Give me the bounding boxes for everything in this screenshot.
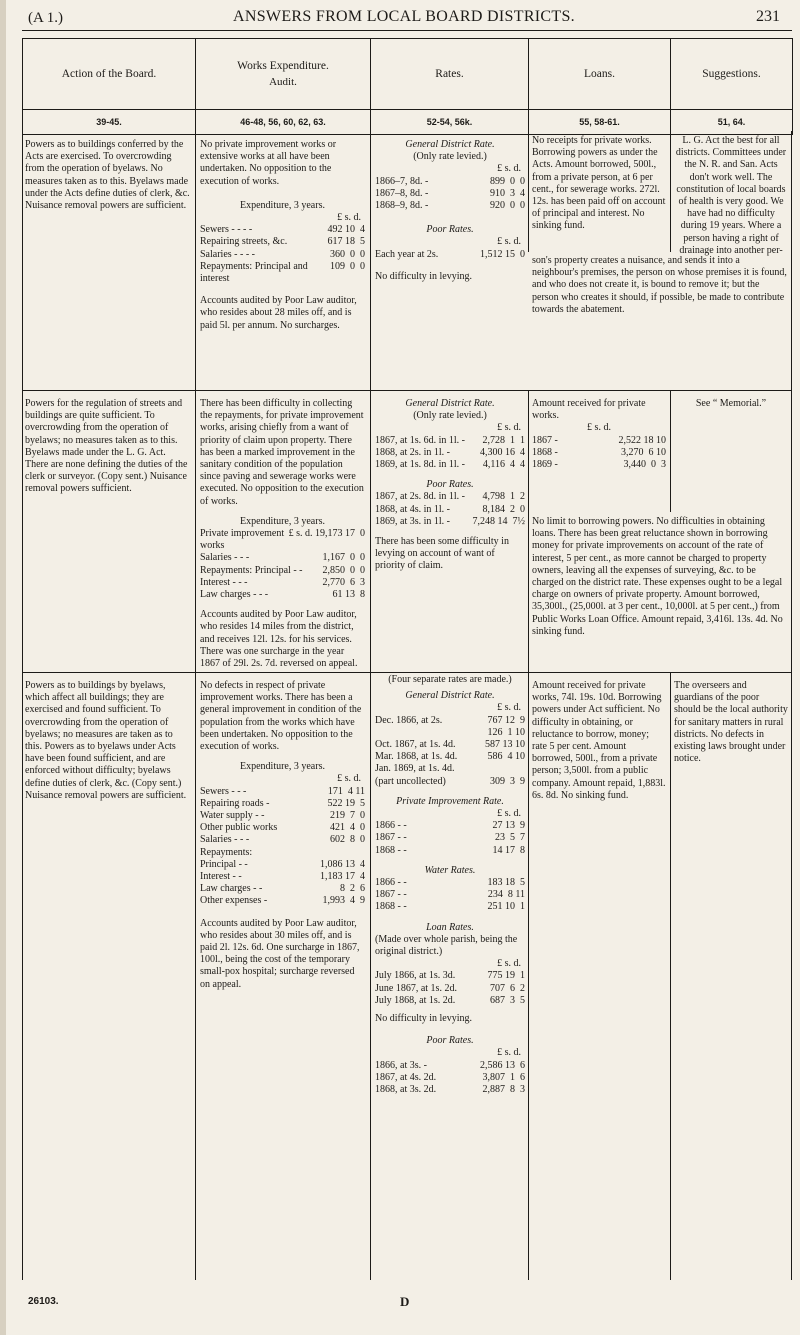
binding-edge: [0, 0, 6, 1335]
r1-works: No private improvement works or extensive works at all have been undertaken. No opposition to the execution of works. Expenditure, 3 years. £ s. d. Sewers - - - - 492 10 4 Repairing streets, &c. 617 18 5 Salaries - - - - 360 0 0 Repayments: Principal and interest 109 0 0 Accounts audited by Poor Law auditor, who resides about 28 miles off, and is paid 5l. per annum. No surcharges.: [200, 139, 365, 331]
running-head: [28, 8, 780, 32]
r1-suggestions-head: L. G. Act the best for all districts. Committees under the N. R. and San. Acts don't work well. The constitution of local boards of health is very good. We have had no difficulty during 19 years. Where a person having a right of drainage into another per-: [675, 135, 787, 256]
entry-row-1: [22, 131, 792, 391]
signature-letter: D: [400, 1294, 410, 1309]
page-number: 231: [756, 8, 780, 25]
ref-loans: 55, 58-61.: [529, 110, 671, 135]
ref-suggestions: 51, 64.: [671, 110, 793, 135]
entry-row-2: [22, 390, 792, 673]
col-audit: Audit.: [269, 76, 297, 88]
r2-loans: Amount received for private works. £ s. d. 1867 - 2,522 18 10 1868 - 3,270 6 10 1869 - 3,440 0 3: [532, 398, 666, 471]
head-rule: [22, 30, 792, 31]
col-rates: Rates.: [371, 39, 529, 110]
ref-rates: 52-54, 56k.: [371, 110, 529, 135]
section-label: (A 1.): [28, 10, 63, 26]
r3-loans: Amount received for private works, 74l. 19s. 10d. Borrowing powers under Act sufficient. No difficulty in obtaining, or reluctance to borrow, money; rate 5 per cent. Amount borrowed, 500l., from a private person; 3,500l. from a public company. Amount repaid, 1,883l. 6s. 8d. No sinking fund.: [532, 680, 666, 801]
print-code: 26103.: [28, 1296, 59, 1307]
page-title: ANSWERS FROM LOCAL BOARD DISTRICTS.: [233, 8, 575, 25]
r1-expenditure-lines: Sewers - - - - 492 10 4 Repairing streets, &c. 617 18 5 Salaries - - - - 360 0 0 Repayments: Principal and interest 109 0 0: [200, 224, 365, 285]
r2-suggestions-head: See “ Memorial.”: [695, 398, 767, 409]
entry-row-3: [22, 672, 792, 1280]
col-action: Action of the Board.: [23, 39, 196, 110]
r3-works: No defects in respect of private improvement works. There has been a general improvement in condition of the population from the works which have been undertaken. No opposition to the execution of works. Expenditure, 3 years. £ s. d. Sewers - - - 171 4 11 Repairing roads - 522 19 5 Water supply - - 219 7 0 Other public works 421 4 0 Salaries - - - 602 8 0 Repayments: Principal - - 1,086 13 4 Interest - - 1,183 17 4 Law charges - - 8 2 6 Other expenses - 1,993 4 9 Accounts audited by Poor Law auditor, who resides about 30 miles off, and is paid 2l. 12s. 6d. One surcharge in 1867, 100l., being the cost of the temporary small-pox hospital; surcharge reversed on appeal.: [200, 680, 365, 990]
ref-action: 39-45.: [23, 110, 196, 135]
r2-suggestions-body: No limit to borrowing powers. No difficulties in obtaining loans. There has been great reluctance shown in borrowing money for private improvements on account of the rate of interest, 5 per cent., as more cannot be charged to property owners, leaving all the expenses of surveying, &c. to be charged on the district rate. These expenses ought to be a legal charge on owners of private property. Amount borrowed, 35,300l., (25,000l. at 3 per cent., 10,000l. at 5 per cent.,) from Public Works Loan Office. Amount repaid, 3,416l. 13s. 4d. No sinking fund.: [532, 516, 783, 637]
ref-works: 46-48, 56, 60, 62, 63.: [196, 110, 371, 135]
r1-loans: No receipts for private works. Borrowing powers as under the Acts. Amount borrowed, 500l., from a private person, at 6 per cent., for sewerage works. 272l. 12s. has been paid off on account of principal and interest. No sinking fund.: [532, 135, 666, 232]
r1-action: Powers as to buildings conferred by the Acts are exercised. To overcrowding from the operation of byelaws. No measures taken as to this. Byelaws made under the Acts define duties of clerk, &c. Nuisance removal powers are sufficient.: [25, 139, 190, 212]
r2-rates: General District Rate. (Only rate levied.) £ s. d. 1867, at 1s. 6d. in 1l. - 2,728 1 1 1868, at 2s. in 1l. - 4,300 16 4 1869, at 1s. 8d. in 1l. - 4,116 4 4 Poor Rates. 1867, at 2s. 8d. in 1l. - 4,798 1 2 1868, at 4s. in 1l. - 8,184 2 0 1869, at 3s. in 1l. - 7,248 14 7½ There has been some difficulty in levying on account of want of priority of claim.: [375, 398, 525, 572]
r1-suggestions-body: son's property creates a nuisance, and sends it into a neighbour's premises, the person on whose premises it is found, and who does not create it, is bound to remove it; but the person who creates it should, if possible, be made to contribute towards the abatement.: [532, 255, 787, 315]
col-loans: Loans.: [529, 39, 671, 110]
col-suggestions: Suggestions.: [671, 39, 793, 110]
column-headers: [22, 38, 793, 135]
r1-rates: General District Rate. (Only rate levied.) £ s. d. 1866–7, 8d. - 899 0 0 1867–8, 8d. - 910 3 4 1868–9, 8d. - 920 0 0 Poor Rates. £ s. d. Each year at 2s. 1,512 15 0 No difficulty in levying.: [375, 139, 525, 282]
r3-action: Powers as to buildings by byelaws, which affect all buildings; they are exercised and found sufficient. To overcrowding from the operation of byelaws; no measures are taken as to this. Powers as to byelaws under Acts have been found sufficient, and are enforced without difficulty; byelaws define duties of clerk, &c. (Copy sent.) Nuisance removal powers are sufficient.: [25, 680, 187, 801]
r3-rates: (Four separate rates are made.) General District Rate. £ s. d. Dec. 1866, at 2s. 767 12 9 126 1 10 Oct. 1867, at 1s. 4d. 587 13 10 Mar. 1868, at 1s. 4d. 586 4 10 Jan. 1869, at 1s. 4d. (part uncollected) 309 3 9 Private Improvement Rate. £ s. d. 1866 - - 27 13 9 1867 - - 23 5 7 1868 - - 14 17 8 Water Rates. 1866 - - 183 18 5 1867 - - 234 8 11 1868 - - 251 10 1 Loan Rates. (Made over whole parish, being the original district.) £ s. d. July 1866, at 1s. 3d. 775 19 1 June 1867, at 1s. 2d. 707 6 2 July 1868, at 1s. 2d. 687 3 5 No difficulty in levying. Poor Rates. £ s. d. 1866, at 3s. - 2,586 13 6 1867, at 4s. 2d. 3,807 1 6 1868, at 3s. 2d. 2,887 8 3: [375, 674, 525, 1096]
col-works: Works Expenditure. Audit.: [196, 39, 371, 110]
r2-action: Powers for the regulation of streets and buildings are quite sufficient. To overcrowding from the operation of byelaws; no measures taken as to this. Byelaws made under the L. G. Act. There are none defining the duties of the clerk or surveyor. (Copy sent.) Nuisance removal powers sufficient.: [25, 398, 188, 495]
r2-works: There has been difficulty in collecting the repayments, for private improvement works, arising chiefly from a want of priority of claim upon property. There has been a marked improvement in the sanitary condition of the population since paving and sewerage works were executed. No opposition to the execution of works. Expenditure, 3 years. Private improvement works £ s. d. 19,173 17 0 Salaries - - - 1,167 0 0 Repayments: Principal - - 2,850 0 0 Interest - - - 2,770 6 3 Law charges - - - 61 13 8 Accounts audited by Poor Law auditor, who resides 14 miles from the district, and receives 12l. 12s. for his services. There was one surcharge in the year 1867 of 29l. 2s. 7d. reversed on appeal.: [200, 398, 365, 670]
r3-suggestions: The overseers and guardians of the poor should be the local authority for sanitary matters in rural districts. No defects in existing laws brought under notice.: [674, 680, 788, 765]
